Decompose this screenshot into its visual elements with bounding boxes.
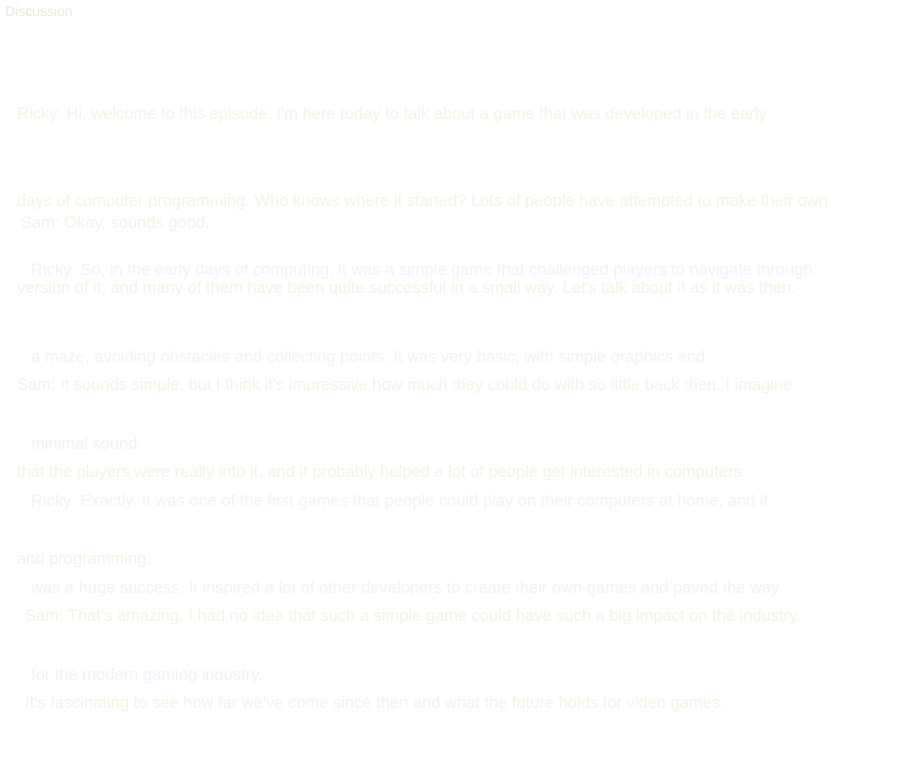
section-label: Discussion (5, 3, 73, 19)
paragraph-line: Sam: It sounds simple, but I think it's impressive how much they could do with so little back then. I imagine (17, 376, 793, 394)
paragraph-line: Sam: That's amazing. I had no idea that such a simple game could have such a big impact on the industry. (25, 607, 801, 625)
paragraph-line: was a huge success. It inspired a lot of other developers to create their own games and paved the way (31, 579, 780, 597)
paragraph-line: Ricky: Hi, welcome to this episode. I'm here today to talk about a game that was developed in the early (17, 105, 767, 123)
paragraph-line: days of computer programming. Who knows where it started? Lots of people have attempted to make their own (17, 192, 828, 210)
paragraph-line: and programming. (17, 550, 151, 568)
paragraph-line: a maze, avoiding obstacles and collecting points. It was very basic, with simple graphics and (31, 348, 706, 366)
paragraph-line: that the players were really into it, and it probably helped a lot of people get interested in computers (17, 463, 742, 481)
paragraph-line: Sam: Okay, sounds good. (21, 214, 210, 232)
paragraph-line: minimal sound. (31, 435, 142, 453)
paragraph-line: Ricky: Exactly. It was one of the first games that people could play on their computers at home, and it (31, 492, 769, 510)
paragraph-line: It's fascinating to see how far we've come since then and what the future holds for video games. (25, 694, 725, 712)
paragraph-line: for the modern gaming industry. (31, 666, 263, 684)
paragraph-sam-amazing (25, 544, 801, 776)
paragraph-line: Ricky: So, in the early days of computing, it was a simple game that challenged players to navigate through (31, 261, 813, 279)
paragraph-line: version of it, and many of them have been quite successful in a small way. Let's talk about it as it was then. (17, 279, 796, 297)
